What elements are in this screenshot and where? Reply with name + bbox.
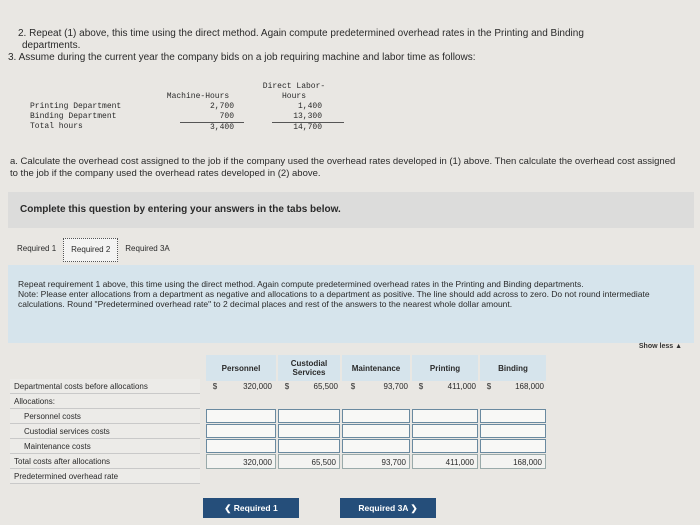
- tab-required-2[interactable]: Required 2: [63, 238, 118, 262]
- dept-cost-personnel: 320,000: [243, 382, 272, 391]
- input-personnel-maintenance[interactable]: [342, 409, 410, 423]
- question-a: a. Calculate the overhead cost assigned to the job if the company used the overhead rates developed in (1) above. Then calculate the overhead cost assigned to the job if the company used the overhead rates developed in (2) above.: [10, 156, 676, 179]
- dollar-sign: $: [212, 382, 218, 391]
- next-required-3a-button[interactable]: Required 3A ❯: [340, 498, 436, 518]
- col-header-binding: Binding: [480, 355, 546, 381]
- requirement-tabs: [10, 238, 177, 262]
- prev-required-1-button[interactable]: ❮ Required 1: [203, 498, 299, 518]
- col-header-printing: Printing: [412, 355, 478, 381]
- row-label-personnel-costs: Personnel costs: [10, 409, 200, 424]
- row-label-maintenance-costs: Maintenance costs: [10, 439, 200, 454]
- total-binding: 168,000: [480, 454, 546, 469]
- input-custodial-printing[interactable]: [412, 424, 478, 438]
- row-label-custodial-costs: Custodial services costs: [10, 424, 200, 439]
- col-header-custodial: Custodial Services: [278, 355, 340, 381]
- machine-hours-header: Machine-Hours: [166, 92, 230, 101]
- panel-instruction: Repeat requirement 1 above, this time using the direct method. Again compute predetermined overhead rates in the Printing and Binding departments.: [18, 279, 584, 289]
- labor-hours-value: 13,300: [293, 112, 322, 121]
- input-maintenance-maintenance[interactable]: [342, 439, 410, 453]
- row-label: Binding Department: [30, 112, 117, 121]
- input-personnel-printing[interactable]: [412, 409, 478, 423]
- show-less-link[interactable]: Show less ▲: [638, 343, 682, 350]
- hours-table-header: [30, 82, 344, 92]
- machine-hours-total: 3,400: [180, 122, 244, 132]
- total-maintenance: 93,700: [342, 454, 410, 469]
- machine-hours-value: 700: [219, 112, 234, 121]
- input-custodial-personnel[interactable]: [206, 424, 276, 438]
- row-label: Printing Department: [30, 102, 122, 111]
- input-custodial-binding[interactable]: [480, 424, 546, 438]
- input-personnel-personnel[interactable]: [206, 409, 276, 423]
- row-label-total-costs: Total costs after allocations: [10, 454, 200, 469]
- labor-hours-header-1: Direct Labor-: [262, 82, 326, 91]
- requirement-panel: [8, 265, 694, 350]
- dollar-sign: $: [486, 382, 492, 391]
- hours-row-binding: [30, 112, 344, 122]
- total-printing: 411,000: [412, 454, 478, 469]
- panel-note: Note: Please enter allocations from a department as negative and allocations to a department as positive. The line should add across to zero. Do not round intermediate calculations. Round "Predetermined overhead rate" to 2 decimal places and rest of the answers to the nearest whole dollar amount.: [18, 289, 650, 309]
- input-custodial-custodial[interactable]: [278, 424, 340, 438]
- intro-line-departments: departments.: [22, 40, 81, 51]
- tab-required-1[interactable]: Required 1: [17, 244, 57, 253]
- row-label: Total hours: [30, 122, 83, 131]
- instruction-banner: Complete this question by entering your answers in the tabs below.: [8, 192, 694, 228]
- hours-table: [30, 82, 344, 132]
- col-header-personnel: Personnel: [206, 355, 276, 381]
- hours-table-header: [30, 92, 344, 102]
- row-label-overhead-rate: Predetermined overhead rate: [10, 469, 200, 484]
- dept-cost-printing: 411,000: [447, 382, 476, 391]
- intro-text: [8, 28, 688, 64]
- input-maintenance-custodial[interactable]: [278, 439, 340, 453]
- hours-row-total: [30, 122, 344, 132]
- row-label-allocations: Allocations:: [10, 394, 200, 409]
- input-personnel-custodial[interactable]: [278, 409, 340, 423]
- dollar-sign: $: [350, 382, 356, 391]
- dollar-sign: $: [418, 382, 424, 391]
- row-label-dept-costs: Departmental costs before allocations: [10, 379, 200, 394]
- dept-cost-custodial: 65,500: [313, 382, 338, 391]
- intro-line-3: 3. Assume during the current year the company bids on a job requiring machine and labor time as follows:: [8, 52, 476, 63]
- panel-text: [18, 279, 678, 309]
- col-header-maintenance: Maintenance: [342, 355, 410, 381]
- input-maintenance-personnel[interactable]: [206, 439, 276, 453]
- total-custodial: 65,500: [278, 454, 340, 469]
- input-maintenance-binding[interactable]: [480, 439, 546, 453]
- tab-required-3a[interactable]: Required 3A: [125, 244, 170, 253]
- hours-row-printing: [30, 102, 344, 112]
- dollar-sign: $: [284, 382, 290, 391]
- labor-hours-header-2: Hours: [281, 92, 306, 101]
- dept-cost-maintenance: 93,700: [383, 382, 408, 391]
- labor-hours-total: 14,700: [272, 122, 344, 132]
- intro-line-2: 2. Repeat (1) above, this time using the direct method. Again compute predetermined overhead rates in the Printing and Binding: [18, 28, 584, 39]
- input-custodial-maintenance[interactable]: [342, 424, 410, 438]
- total-personnel: 320,000: [206, 454, 276, 469]
- input-maintenance-printing[interactable]: [412, 439, 478, 453]
- machine-hours-value: 2,700: [209, 102, 234, 111]
- input-personnel-binding[interactable]: [480, 409, 546, 423]
- dept-cost-binding: 168,000: [515, 382, 544, 391]
- labor-hours-value: 1,400: [297, 102, 322, 111]
